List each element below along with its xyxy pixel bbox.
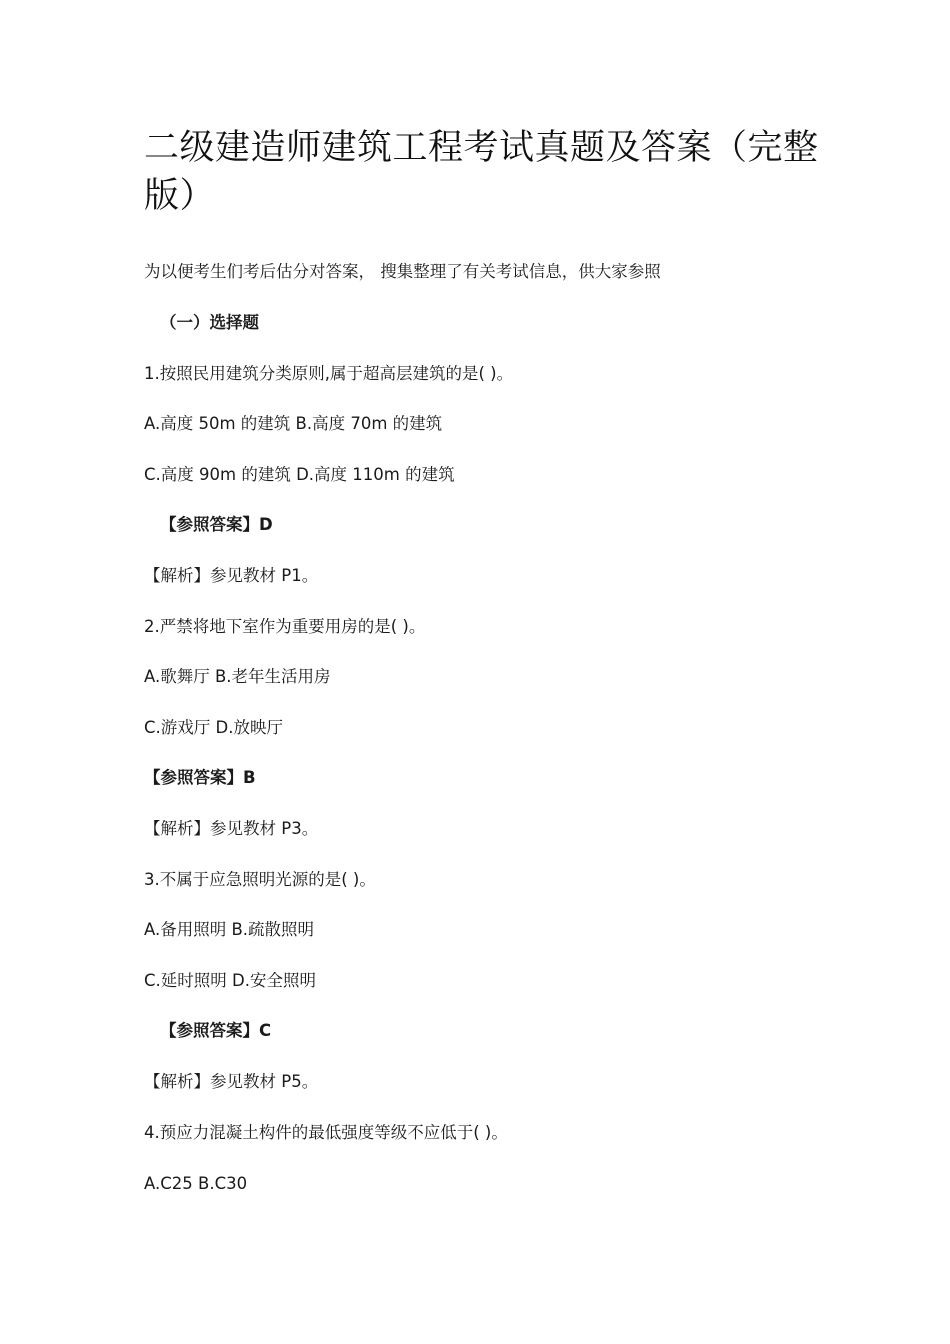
- document-title: 二级建造师建筑工程考试真题及答案（完整版）: [144, 128, 819, 216]
- question-2: 2.严禁将地下室作为重要用房的是( )。: [144, 617, 426, 636]
- question-2-explanation: 【解析】参见教材 P3。: [144, 819, 319, 838]
- question-3-options-cd: C.延时照明 D.安全照明: [144, 971, 316, 990]
- question-4-options-ab: A.C25 B.C30: [144, 1174, 248, 1193]
- question-3: 3.不属于应急照明光源的是( )。: [144, 870, 376, 889]
- question-2-answer: 【参照答案】B: [144, 768, 256, 787]
- question-1-answer: 【参照答案】D: [160, 515, 273, 534]
- intro-text: 为以便考生们考后估分对答案， 搜集整理了有关考试信息，供大家参照: [144, 262, 661, 281]
- question-1-options-cd: C.高度 90m 的建筑 D.高度 110m 的建筑: [144, 465, 455, 484]
- question-1: 1.按照民用建筑分类原则,属于超高层建筑的是( )。: [144, 364, 514, 383]
- question-3-options-ab: A.备用照明 B.疏散照明: [144, 920, 315, 939]
- question-3-explanation: 【解析】参见教材 P5。: [144, 1072, 319, 1091]
- section-heading: （一）选择题: [160, 313, 259, 332]
- question-1-explanation: 【解析】参见教材 P1。: [144, 566, 319, 585]
- question-3-answer: 【参照答案】C: [160, 1021, 272, 1040]
- question-2-options-ab: A.歌舞厅 B.老年生活用房: [144, 667, 331, 686]
- question-4: 4.预应力混凝土构件的最低强度等级不应低于( )。: [144, 1123, 508, 1142]
- question-1-options-ab: A.高度 50m 的建筑 B.高度 70m 的建筑: [144, 414, 443, 433]
- question-2-options-cd: C.游戏厅 D.放映厅: [144, 718, 283, 737]
